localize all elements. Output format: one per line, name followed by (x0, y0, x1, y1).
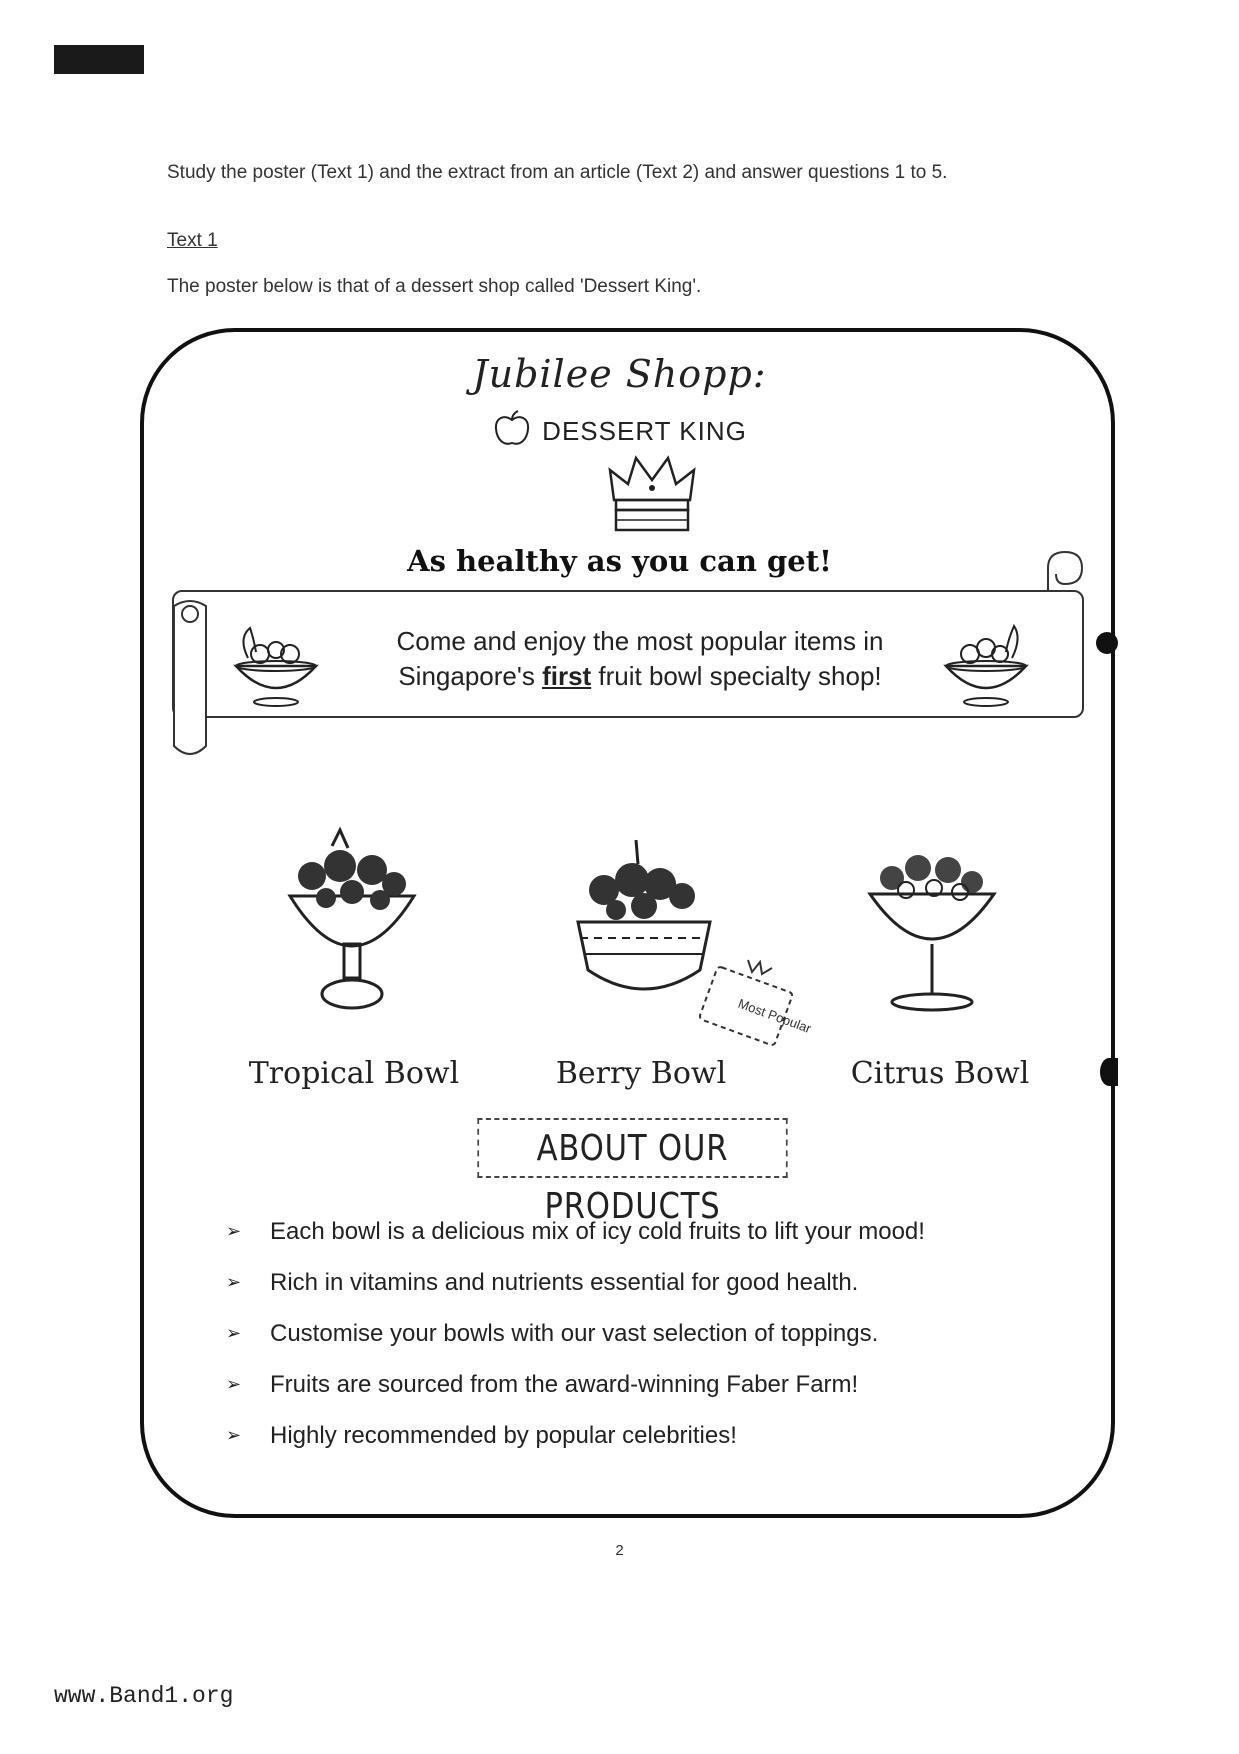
crown-icon (604, 448, 700, 536)
arrow-bullet-icon: ➢ (226, 1272, 242, 1292)
brand-line (0, 410, 1239, 448)
apple-icon (492, 410, 532, 448)
shop-name: Jubilee Shopp: (472, 352, 767, 396)
bullet-item (226, 1308, 1046, 1359)
scroll-line-2 (330, 659, 950, 694)
scroll-curl-left (170, 596, 210, 760)
bullet-text: Highly recommended by popular celebrities! (270, 1421, 737, 1449)
bullet-text: Rich in vitamins and nutrients essential for good health. (270, 1268, 859, 1296)
arrow-bullet-icon: ➢ (226, 1374, 242, 1394)
most-popular-tag (690, 958, 814, 1058)
bullet-text: Customise your bowls with our vast selection of toppings. (270, 1319, 879, 1347)
bowl-name-citrus: Citrus Bowl (850, 1056, 1030, 1091)
bowl-name-tropical: Tropical Bowl (248, 1056, 460, 1091)
footer-url: www.Band1.org (54, 1683, 234, 1709)
scroll-line-2-end: fruit bowl specialty shop! (591, 661, 882, 691)
bullet-item (226, 1257, 1046, 1308)
page-number: 2 (615, 1542, 624, 1559)
product-bullet-list (226, 1206, 1046, 1461)
tag-text: Most Popular (736, 995, 814, 1037)
redacted-block (54, 45, 144, 74)
bullet-item (226, 1359, 1046, 1410)
about-heading: ABOUT OUR PRODUCTS (477, 1118, 787, 1178)
citrus-bowl-illustration (862, 834, 1002, 1018)
arrow-bullet-icon: ➢ (226, 1425, 242, 1445)
brand-name: DESSERT KING (542, 416, 747, 446)
scroll-emphasis: first (542, 661, 592, 691)
bullet-text: Each bowl is a delicious mix of icy cold fruits to lift your mood! (270, 1217, 925, 1245)
scroll-message (330, 624, 950, 694)
arrow-bullet-icon: ➢ (226, 1221, 242, 1241)
scroll-line-1: Come and enjoy the most popular items in (396, 626, 884, 656)
scroll-curl-right (1044, 548, 1086, 596)
fruit-bowl-icon (940, 618, 1032, 710)
tropical-bowl-illustration (282, 826, 422, 1016)
arrow-bullet-icon: ➢ (226, 1323, 242, 1343)
binder-hole (1096, 632, 1118, 654)
scroll-line-2-start: Singapore's (398, 661, 543, 691)
bullet-item (226, 1410, 1046, 1461)
poster-description: The poster below is that of a dessert shop called 'Dessert King'. (167, 276, 702, 297)
binder-hole (1100, 1058, 1118, 1086)
bullet-item (226, 1206, 1046, 1257)
text-label: Text 1 (167, 230, 218, 251)
bowl-name-berry: Berry Bowl (555, 1056, 727, 1091)
bullet-text: Fruits are sourced from the award-winning Faber Farm! (270, 1370, 859, 1398)
slogan: As healthy as you can get! (407, 544, 832, 578)
instructions-text: Study the poster (Text 1) and the extract from an article (Text 2) and answer questions 1 to 5. (167, 162, 948, 183)
fruit-bowl-icon (230, 618, 322, 710)
